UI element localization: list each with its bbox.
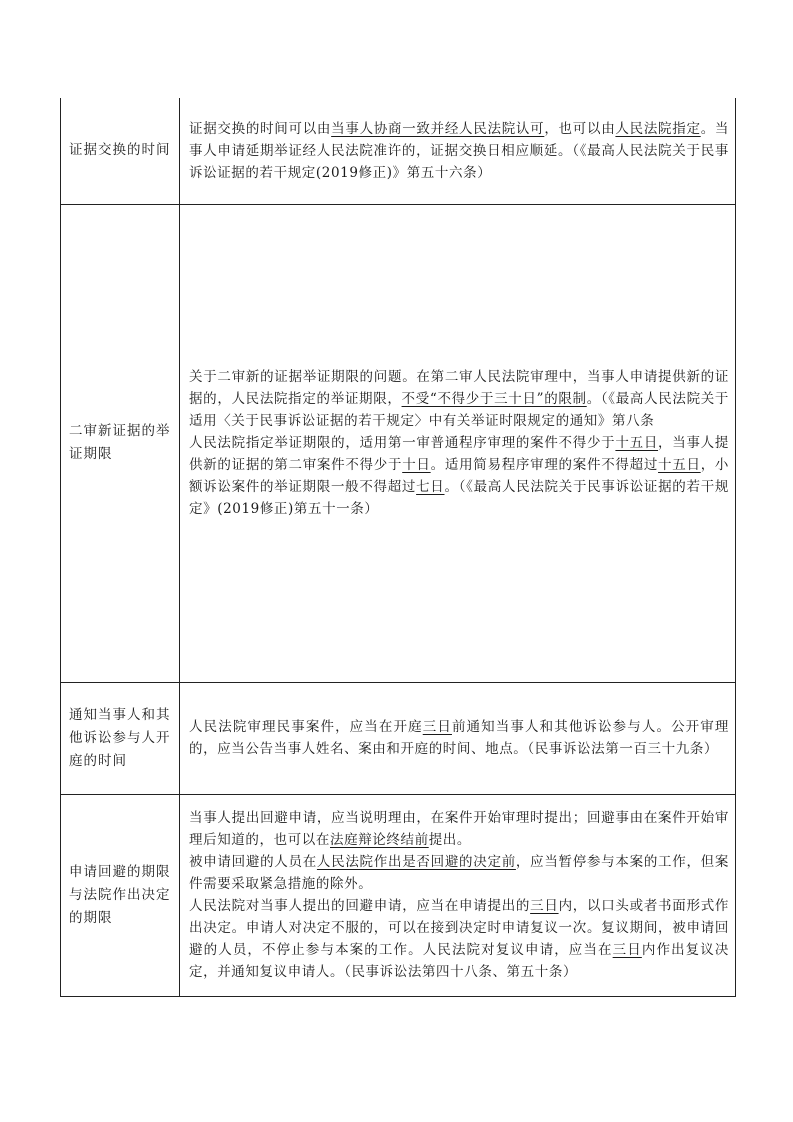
row-label: 二审新证据的举证期限 [61,204,180,682]
text-segment: 前通知当事人和其他诉讼参与人。公开审理的，应当公告当事人姓名、案由和开庭的时间、地点。（民事诉讼法第一百三十九条） [189,719,729,757]
text-segment: 证据交换的时间可以由 [189,120,332,137]
text-segment: ，也可以由 [544,120,616,137]
underlined-phrase: 十五日 [658,457,701,473]
row-label: 通知当事人和其他诉讼参与人开庭的时间 [61,682,180,794]
text-segment: 关于二审新的证据举证期限的问题。在第二审人民法院审理中，当事人申请提供新的证据的，人民法院指定的举证期限， [189,369,729,407]
text-segment: 内，以口头或者书面形式作出决定。申请人对决定不服的，可以在接到决定时申请复议一次。复议期间，被申请回避的人员，不停止参与本案的工作。人民法院对复议申请，应当在 [189,898,730,958]
underlined-phrase: 三日 [422,719,452,735]
row-content [180,682,736,794]
text-segment: 。（《最高人民法院关于适用〈关于民事诉讼证据的若干规定〉中有关举证时限规定的通知》第八条 [189,391,730,429]
underlined-phrase: 当事人协商一致并经人民法院认可 [331,120,545,137]
text-segment: 内作出复议决定，并通知复议申请人。（民事诉讼法第四十八条、第五十条） [189,942,729,980]
underlined-phrase: 人民法院作出是否回避的决定前 [316,854,516,870]
underlined-phrase: 七日 [416,479,445,495]
text-segment: 。适用简易程序审理的案件不得超过 [430,457,659,473]
underlined-phrase: 法庭辩论终结前 [330,832,429,848]
table-row [61,794,736,996]
text-segment: 人民法院对当事人提出的回避申请，应当在申请提出的 [189,898,531,914]
paragraph [189,432,729,520]
underlined-phrase: 三日 [530,898,559,914]
paragraph [189,118,729,184]
row-content [180,98,736,204]
paragraph [189,895,729,983]
table-row [61,682,736,794]
text-segment: 当事人提出回避申请，应当说明理由，在案件开始审理时提出；回避事由在案件开始审理后知道的，也可以在 [189,810,729,848]
paragraph [189,366,729,432]
row-content [180,204,736,682]
underlined-phrase: 不受“不得少于三十日”的限制 [401,391,587,407]
row-label: 申请回避的期限与法院作出决定的期限 [61,794,180,996]
rules-table [60,98,736,997]
paragraph [189,851,729,895]
text-segment: 。（《最高人民法院关于民事诉讼证据的若干规定》(2019修正)第五十一条） [189,479,729,517]
row-label: 证据交换的时间 [61,98,180,204]
table-row [61,204,736,682]
text-segment: ，小额诉讼案件的举证期限一般不得超过 [189,457,730,495]
underlined-phrase: 十五日 [615,435,659,451]
paragraph [189,716,729,760]
paragraph [189,807,729,851]
underlined-phrase: 人民法院指定 [615,120,701,137]
row-content [180,794,736,996]
underlined-phrase: 三日 [612,942,642,958]
text-segment: 人民法院指定举证期限的，适用第一审普通程序审理的案件不得少于 [189,435,616,451]
text-segment: 被申请回避的人员在 [189,854,317,870]
text-segment: 提出。 [428,832,472,848]
text-segment: 。当事人申请延期举证经人民法院准许的，证据交换日相应顺延。（《最高人民法院关于民事诉讼证据的若干规定(2019修正)》第五十六条） [189,120,730,181]
table-row [61,98,736,204]
underlined-phrase: 十日 [402,457,431,473]
text-segment: ，当事人提供新的证据的第二审案件不得少于 [189,435,729,473]
text-segment: 人民法院审理民事案件，应当在开庭 [189,719,423,735]
text-segment: ，应当暂停参与本案的工作，但案件需要采取紧急措施的除外。 [189,854,729,892]
